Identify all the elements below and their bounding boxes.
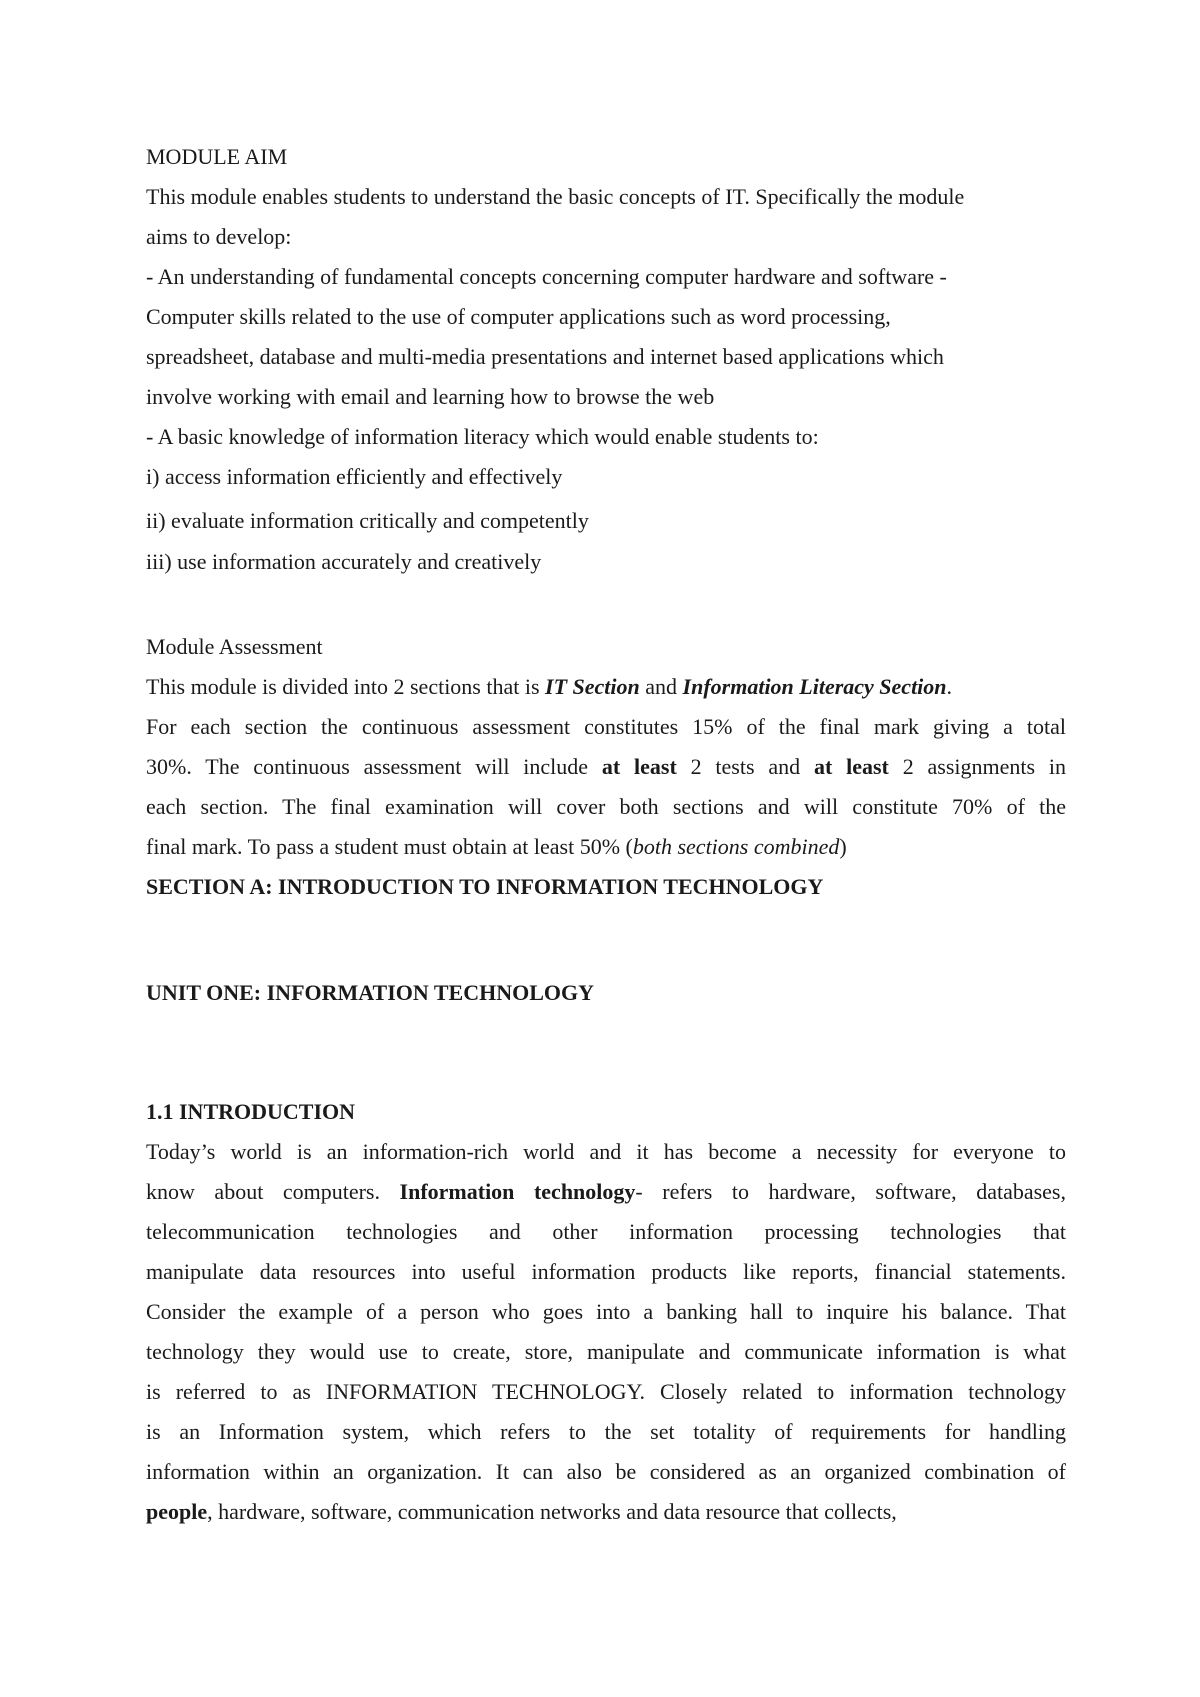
introduction-line: is an Information system, which refers to the set totality of requirements for handling — [146, 1419, 1066, 1444]
module-aim-bullet-line: involve working with email and learning how to browse the web — [146, 384, 715, 409]
assessment-text: 2 tests and — [676, 754, 814, 779]
introduction-line: telecommunication technologies and other information processing technologies that — [146, 1219, 1066, 1244]
assessment-line — [146, 753, 1066, 781]
info-literacy-section-emphasis: Information Literacy Section — [682, 674, 947, 699]
assessment-text: 2 assignments in — [888, 754, 1067, 779]
module-aim-bullet-line: - An understanding of fundamental concepts concerning computer hardware and software - — [146, 264, 947, 289]
introduction-line: is referred to as INFORMATION TECHNOLOGY. Closely related to information technology — [146, 1379, 1066, 1404]
introduction-line — [146, 1178, 1066, 1206]
assessment-text: 30%. The continuous assessment will include — [146, 754, 602, 779]
module-aim-bullet-line: Computer skills related to the use of computer applications such as word processing, — [146, 304, 891, 329]
assessment-line — [146, 673, 952, 701]
assessment-text: . — [946, 674, 953, 699]
module-aim-sub-item: iii) use information accurately and creatively — [146, 549, 542, 574]
at-least-emphasis: at least — [601, 754, 677, 779]
section-a-heading: SECTION A: INTRODUCTION TO INFORMATION TECHNOLOGY — [146, 874, 824, 899]
both-sections-emphasis: both sections combined — [632, 834, 840, 859]
module-aim-bullet-line: - A basic knowledge of information literacy which would enable students to: — [146, 424, 819, 449]
introduction-heading: 1.1 INTRODUCTION — [146, 1099, 356, 1124]
introduction-line: Consider the example of a person who goes into a banking hall to inquire his balance. That — [146, 1299, 1066, 1324]
module-aim-heading: MODULE AIM — [146, 144, 288, 169]
unit-one-heading: UNIT ONE: INFORMATION TECHNOLOGY — [146, 980, 594, 1005]
module-aim-sub-item: ii) evaluate information critically and competently — [146, 508, 589, 533]
module-aim-bullet-line: spreadsheet, database and multi-media presentations and internet based applications which — [146, 344, 944, 369]
introduction-text: know about computers. — [146, 1179, 400, 1204]
assessment-heading: Module Assessment — [146, 634, 323, 659]
module-aim-intro-line: aims to develop: — [146, 224, 292, 249]
introduction-text: - refers to hardware, software, databases, — [635, 1179, 1066, 1204]
module-aim-intro-line: This module enables students to understand the basic concepts of IT. Specifically the module — [146, 184, 965, 209]
it-section-emphasis: IT Section — [545, 674, 640, 699]
assessment-text: This module is divided into 2 sections that is — [146, 674, 546, 699]
introduction-line: technology they would use to create, store, manipulate and communicate information is what — [146, 1339, 1066, 1364]
assessment-text: ) — [839, 834, 847, 859]
people-term: people — [146, 1499, 208, 1524]
assessment-line: For each section the continuous assessment constitutes 15% of the final mark giving a total — [146, 714, 1066, 739]
information-technology-term: Information technology — [399, 1179, 636, 1204]
introduction-line: information within an organization. It can also be considered as an organized combination of — [146, 1459, 1066, 1484]
assessment-line — [146, 833, 847, 861]
module-aim-sub-item: i) access information efficiently and effectively — [146, 464, 563, 489]
assessment-text: and — [639, 674, 683, 699]
introduction-line — [146, 1498, 897, 1526]
introduction-line: Today’s world is an information-rich world and it has become a necessity for everyone to — [146, 1139, 1066, 1164]
introduction-line: manipulate data resources into useful information products like reports, financial statements. — [146, 1259, 1066, 1284]
assessment-line: each section. The final examination will cover both sections and will constitute 70% of the — [146, 794, 1066, 819]
assessment-text: final mark. To pass a student must obtain at least 50% ( — [146, 834, 633, 859]
introduction-text: , hardware, software, communication networks and data resource that collects, — [207, 1499, 897, 1524]
at-least-emphasis: at least — [813, 754, 889, 779]
